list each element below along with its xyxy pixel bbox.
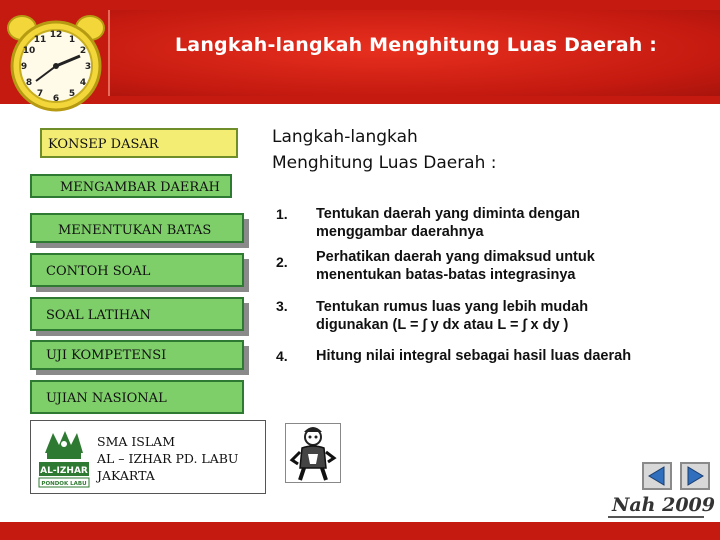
step-text: Perhatikan daerah yang dimaksud untuk menentukan batas-batas integrasinya xyxy=(316,249,595,283)
svg-text:4: 4 xyxy=(79,78,87,88)
school-info-box xyxy=(30,420,266,494)
nav-uji-kompetensi[interactable] xyxy=(30,340,244,370)
step-number: 1. xyxy=(276,206,288,222)
svg-text:3: 3 xyxy=(84,62,92,72)
svg-text:10: 10 xyxy=(22,46,36,56)
content-heading-line1: Langkah-langkah xyxy=(272,127,418,147)
nav-ujian-nasional[interactable] xyxy=(30,380,244,414)
triangle-left-icon xyxy=(644,464,670,488)
content-heading xyxy=(272,124,497,176)
nav-label: MENENTUKAN BATAS xyxy=(58,223,212,238)
nav-shadow xyxy=(36,243,249,248)
step-number: 4. xyxy=(276,348,288,364)
school-name-line2: AL – IZHAR PD. LABU xyxy=(97,451,239,466)
nav-label: KONSEP DASAR xyxy=(48,137,159,152)
previous-slide-button[interactable] xyxy=(642,462,672,490)
nav-menggambar-daerah[interactable] xyxy=(30,174,232,198)
school-name-line1: SMA ISLAM xyxy=(97,434,175,449)
triangle-right-icon xyxy=(682,464,708,488)
page-title: Langkah-langkah Menghitung Luas Daerah : xyxy=(175,34,658,56)
school-logo-subtext: PONDOK LABU xyxy=(41,481,87,487)
nav-label: UJI KOMPETENSI xyxy=(46,348,167,363)
svg-text:7: 7 xyxy=(36,89,44,99)
svg-text:2: 2 xyxy=(79,46,87,56)
next-slide-button[interactable] xyxy=(680,462,710,490)
school-name-line3: JAKARTA xyxy=(97,468,155,483)
illustration-box xyxy=(285,423,341,483)
svg-text:1: 1 xyxy=(68,35,76,45)
author-signature: Nah 2009 xyxy=(612,494,715,516)
nav-shadow xyxy=(36,287,249,292)
nav-menentukan-batas[interactable] xyxy=(30,213,244,243)
step-text: Hitung nilai integral sebagai hasil luas daerah xyxy=(316,348,632,364)
nav-label: SOAL LATIHAN xyxy=(46,308,151,323)
nav-konsep-dasar[interactable] xyxy=(40,128,238,158)
nav-label: UJIAN NASIONAL xyxy=(46,391,167,406)
nav-soal-latihan[interactable] xyxy=(30,297,244,331)
nav-label: MENGAMBAR DAERAH xyxy=(60,180,220,195)
svg-text:6: 6 xyxy=(52,94,60,104)
step-number: 2. xyxy=(276,254,288,270)
nav-contoh-soal[interactable] xyxy=(30,253,244,287)
school-logo-text: AL-IZHAR xyxy=(40,466,88,476)
svg-text:5: 5 xyxy=(68,89,76,99)
svg-text:8: 8 xyxy=(25,78,33,88)
school-logo xyxy=(37,427,91,489)
svg-text:12: 12 xyxy=(49,30,63,40)
thinking-person-icon xyxy=(286,424,340,482)
step-number: 3. xyxy=(276,298,288,314)
alarm-clock-icon xyxy=(2,6,110,114)
nav-shadow xyxy=(36,331,249,336)
signature-underline xyxy=(608,516,704,518)
svg-text:11: 11 xyxy=(33,35,47,45)
nav-shadow xyxy=(36,370,249,375)
footer-band xyxy=(0,522,720,540)
nav-label: CONTOH SOAL xyxy=(46,264,151,279)
step-text: Tentukan rumus luas yang lebih mudah digunakan (L = ∫ y dx atau L = ∫ x dy ) xyxy=(316,299,589,333)
step-text: Tentukan daerah yang diminta dengan menggambar daerahnya xyxy=(316,206,580,240)
content-heading-line2: Menghitung Luas Daerah : xyxy=(272,153,497,173)
svg-text:9: 9 xyxy=(20,62,28,72)
